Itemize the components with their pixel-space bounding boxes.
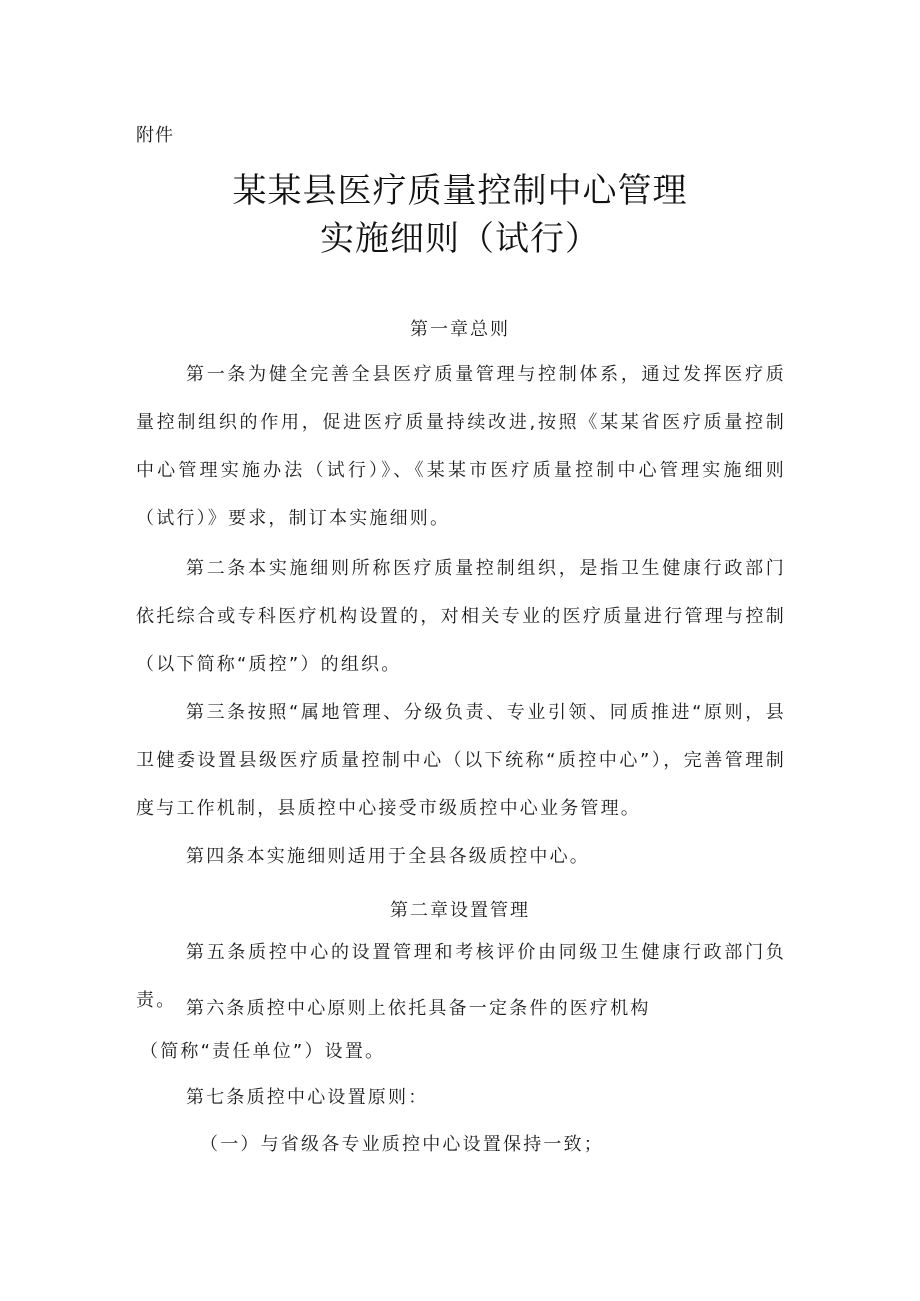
chapter-heading-2: 第二章设置管理 [390, 900, 530, 921]
article-6-line2: （简称“责任单位”）设置。 [140, 1041, 386, 1062]
article-5: 第五条质控中心的设置管理和考核评价由同级卫生健康行政部门负责。 [136, 942, 786, 1011]
article-1: 第一条为健全完善全县医疗质量管理与控制体系，通过发挥医疗质量控制组织的作用，促进医疗质量持续改进,按照《某某省医疗质量控制中心管理实施办法（试行）》、《某某市医疗质量控制中心管理实施细则（试行）》要求，制订本实施细则。 [136, 364, 786, 529]
article-6-line1: 第六条质控中心原则上依托具备一定条件的医疗机构 [186, 998, 651, 1019]
document-title-line2: 实施细则（试行） [320, 219, 600, 259]
document-title-line1: 某某县医疗质量控制中心管理 [232, 171, 688, 211]
article-7: 第七条质控中心设置原则： [186, 1087, 429, 1108]
attachment-label: 附件 [136, 125, 174, 146]
chapter-heading-1: 第一章总则 [410, 319, 510, 340]
article-2: 第二条本实施细则所称医疗质量控制组织，是指卫生健康行政部门依托综合或专科医疗机构设置的，对相关专业的医疗质量进行管理与控制（以下简称“质控”）的组织。 [136, 558, 786, 675]
article-4: 第四条本实施细则适用于全县各级质控中心。 [186, 846, 590, 867]
article-7-item-1: （一）与省级各专业质控中心设置保持一致； [200, 1134, 604, 1155]
article-3: 第三条按照“属地管理、分级负责、专业引领、同质推进“原则，县卫健委设置县级医疗质量控制中心（以下统称“质控中心”），完善管理制度与工作机制，县质控中心接受市级质控中心业务管理。 [136, 702, 786, 819]
